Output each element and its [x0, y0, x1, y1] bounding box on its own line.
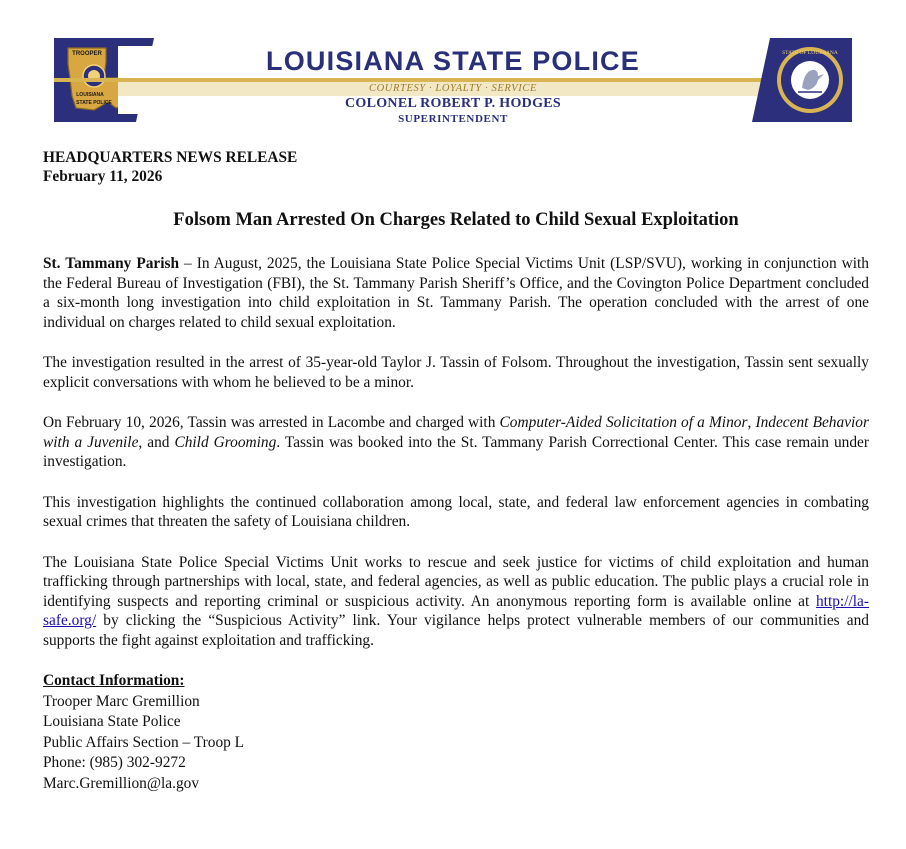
seal-text: STATE OF LOUISIANA: [782, 50, 838, 56]
paragraph-3-text-d: . Tassin was booked into the St. Tammany Parish Correctional Center. This case remain under investigation.: [43, 433, 870, 470]
dateline: St. Tammany Parish: [43, 255, 180, 272]
paragraph-3-text-b: ,: [747, 414, 756, 431]
motto: COURTESY · LOYALTY · SERVICE: [118, 82, 788, 96]
release-date: February 11, 2026: [43, 168, 163, 185]
paragraph-5-text-b: by clicking the “Suspicious Activity” link. Your vigilance helps protect vulnerable members of our communities and supports the fight against exploitation and trafficking.: [43, 612, 869, 649]
paragraph-3-text-c: , and: [138, 433, 175, 451]
paragraph-1: [43, 254, 869, 332]
paragraph-3: [43, 413, 869, 472]
contact-section: Public Affairs Section – Troop L: [43, 733, 245, 751]
charge-3: Child Grooming: [174, 433, 277, 451]
paragraph-4: This investigation highlights the continued collaboration among local, state, and federal law enforcement agencies in combating sexual crimes that threaten the safety of Louisiana children.: [43, 493, 869, 530]
letterhead: [54, 38, 852, 125]
release-type: HEADQUARTERS NEWS RELEASE: [43, 149, 298, 166]
la-safe-link[interactable]: http://la-safe.org/: [43, 592, 869, 629]
badge-trooper-text: TROOPER: [72, 51, 102, 57]
charge-2: Indecent Behavior with a Juvenile: [43, 414, 869, 451]
contact-name: Trooper Marc Gremillion: [43, 692, 200, 710]
letterhead-band: [118, 45, 788, 125]
colonel-name: COLONEL ROBERT P. HODGES: [345, 96, 561, 111]
charge-1: Computer-Aided Solicitation of a Minor: [499, 414, 748, 431]
badge-louisiana-text: LOUISIANA: [76, 92, 104, 98]
paragraph-5: [43, 553, 869, 651]
contact-agency: Louisiana State Police: [43, 713, 181, 730]
paragraph-2: The investigation resulted in the arrest of 35-year-old Taylor J. Tassin of Folsom. Throughout the investigation, Tassin sent sexually explicit conversations with whom he believed to be a minor.: [43, 354, 869, 391]
contact-heading: Contact Information:: [43, 672, 185, 689]
contact-email: Marc.Gremillion@la.gov: [43, 774, 200, 792]
paragraph-3-text-a: On February 10, 2026, Tassin was arrested in Lacombe and charged with: [43, 414, 500, 431]
contact-block: [43, 671, 869, 794]
headline: Folsom Man Arrested On Charges Related to Child Sexual Exploitation: [173, 210, 739, 230]
badge-state-police-text: STATE POLICE: [76, 100, 112, 106]
paragraph-1-text: – In August, 2025, the Louisiana State Police Special Victims Unit (LSP/SVU), working in conjunction with the Federal Bureau of Investigation (FBI), the St. Tammany Parish Sheriff’s Office, and the Covington Police Department concluded a six-month long investigation into child exploitation in St. Tammany Parish. The operation concluded with the arrest of one individual on charges related to child sexual exploitation.: [43, 255, 870, 331]
agency-title: LOUISIANA STATE POLICE: [266, 45, 640, 76]
paragraph-5-text-a: The Louisiana State Police Special Victims Unit works to rescue and seek justice for victims of child exploitation and human trafficking through partnerships with local, state, and federal agencies, as well as public education. The public plays a crucial role in identifying suspects and reporting criminal or suspicious activity. An anonymous reporting form is available online at: [43, 553, 869, 610]
news-release: [43, 148, 869, 794]
superintendent-title: SUPERINTENDENT: [398, 113, 508, 125]
contact-phone: Phone: (985) 302-9272: [43, 754, 186, 771]
